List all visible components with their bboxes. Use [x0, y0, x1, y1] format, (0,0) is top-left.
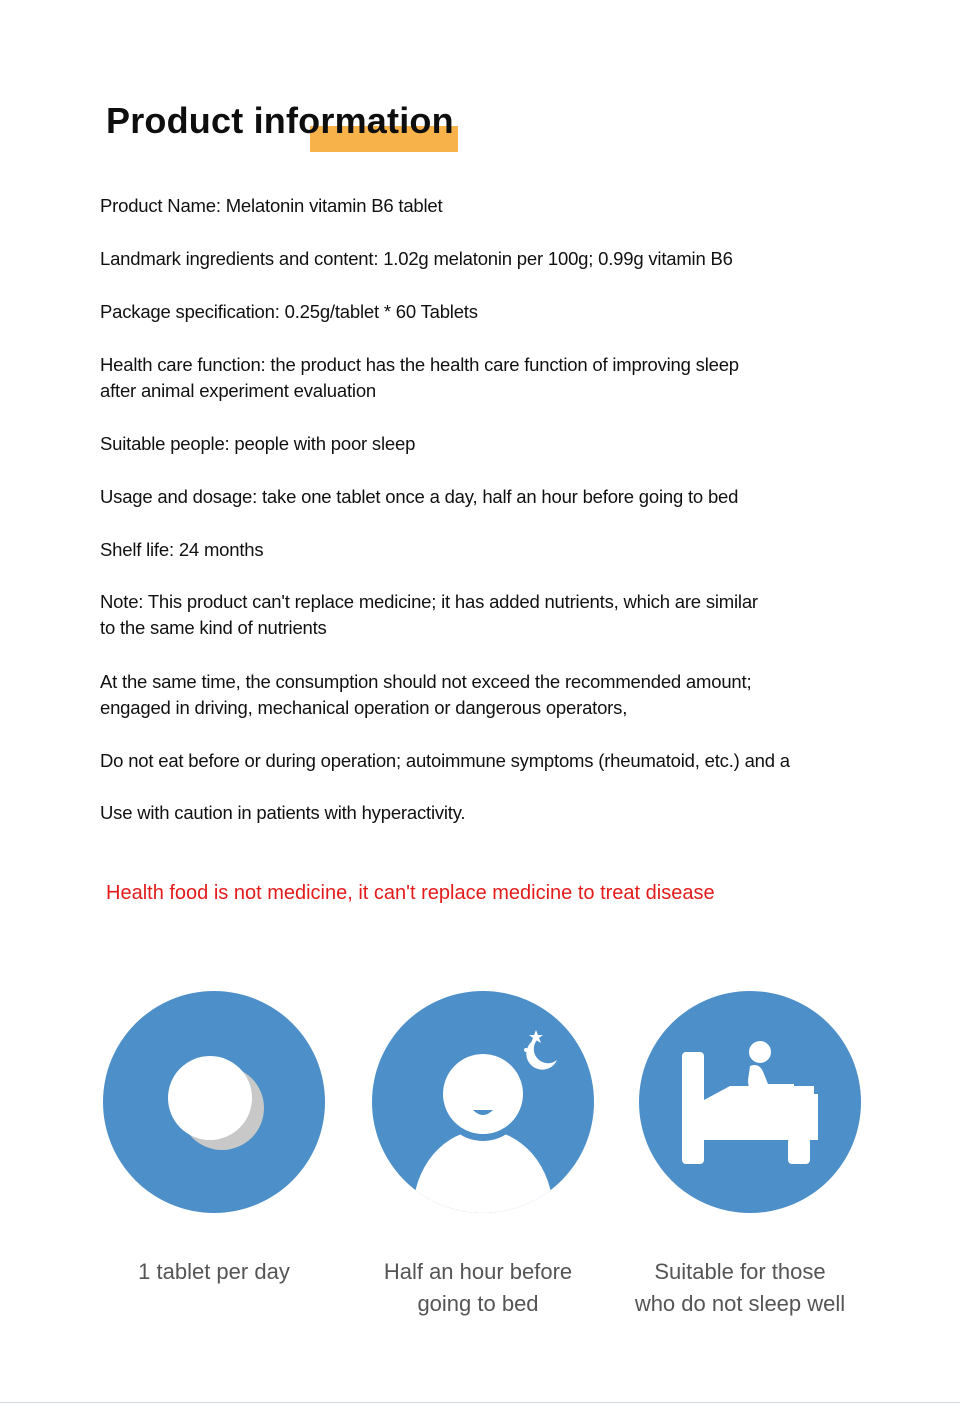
bed-icon	[638, 990, 862, 1214]
package-spec-line: Package specification: 0.25g/tablet * 60 Tablets	[100, 301, 478, 322]
product-name-line: Product Name: Melatonin vitamin B6 tablet	[100, 195, 443, 216]
operation-warning-line: Do not eat before or during operation; autoimmune symptoms (rheumatoid, etc.) and a	[100, 750, 790, 771]
tablet-icon	[102, 990, 326, 1214]
ingredients-line: Landmark ingredients and content: 1.02g melatonin per 100g; 0.99g vitamin B6	[100, 248, 733, 269]
health-function-line-cont: after animal experiment evaluation	[100, 380, 376, 401]
usage-dosage-line: Usage and dosage: take one tablet once a day, half an hour before going to bed	[100, 486, 739, 507]
medicine-warning: Health food is not medicine, it can't replace medicine to treat disease	[106, 882, 715, 904]
caption-timing-line2: going to bed	[417, 1291, 539, 1316]
sitting-person-head	[749, 1041, 771, 1063]
caption-tablet-line1: 1 tablet per day	[138, 1259, 290, 1284]
shelf-life-line: Shelf life: 24 months	[100, 539, 264, 560]
health-function-line: Health care function: the product has the health care function of improving sleep	[100, 354, 739, 375]
person-head	[443, 1054, 523, 1134]
bed-mattress	[704, 1086, 818, 1140]
caption-suitable	[590, 1256, 890, 1320]
bed-leg	[788, 1138, 810, 1164]
caption-suitable-line1: Suitable for those	[654, 1259, 826, 1284]
bed-headboard	[682, 1052, 704, 1164]
caption-tablet	[64, 1256, 364, 1288]
bottom-divider	[0, 1402, 960, 1403]
page-title: Product information	[106, 100, 454, 141]
sleeping-person-icon	[371, 990, 595, 1214]
consumption-line: At the same time, the consumption should not exceed the recommended amount;	[100, 671, 752, 692]
caption-timing	[328, 1256, 628, 1320]
tablet-pill	[168, 1056, 252, 1140]
suitable-people-line: Suitable people: people with poor sleep	[100, 433, 416, 454]
caution-line: Use with caution in patients with hyperactivity.	[100, 802, 466, 823]
consumption-line-cont: engaged in driving, mechanical operation or dangerous operators,	[100, 697, 628, 718]
caption-timing-line1: Half an hour before	[383, 1259, 573, 1284]
caption-suitable-line2: who do not sleep well	[634, 1291, 846, 1316]
note-line-cont: to the same kind of nutrients	[100, 617, 327, 638]
note-line: Note: This product can't replace medicine; it has added nutrients, which are similar	[100, 591, 758, 612]
